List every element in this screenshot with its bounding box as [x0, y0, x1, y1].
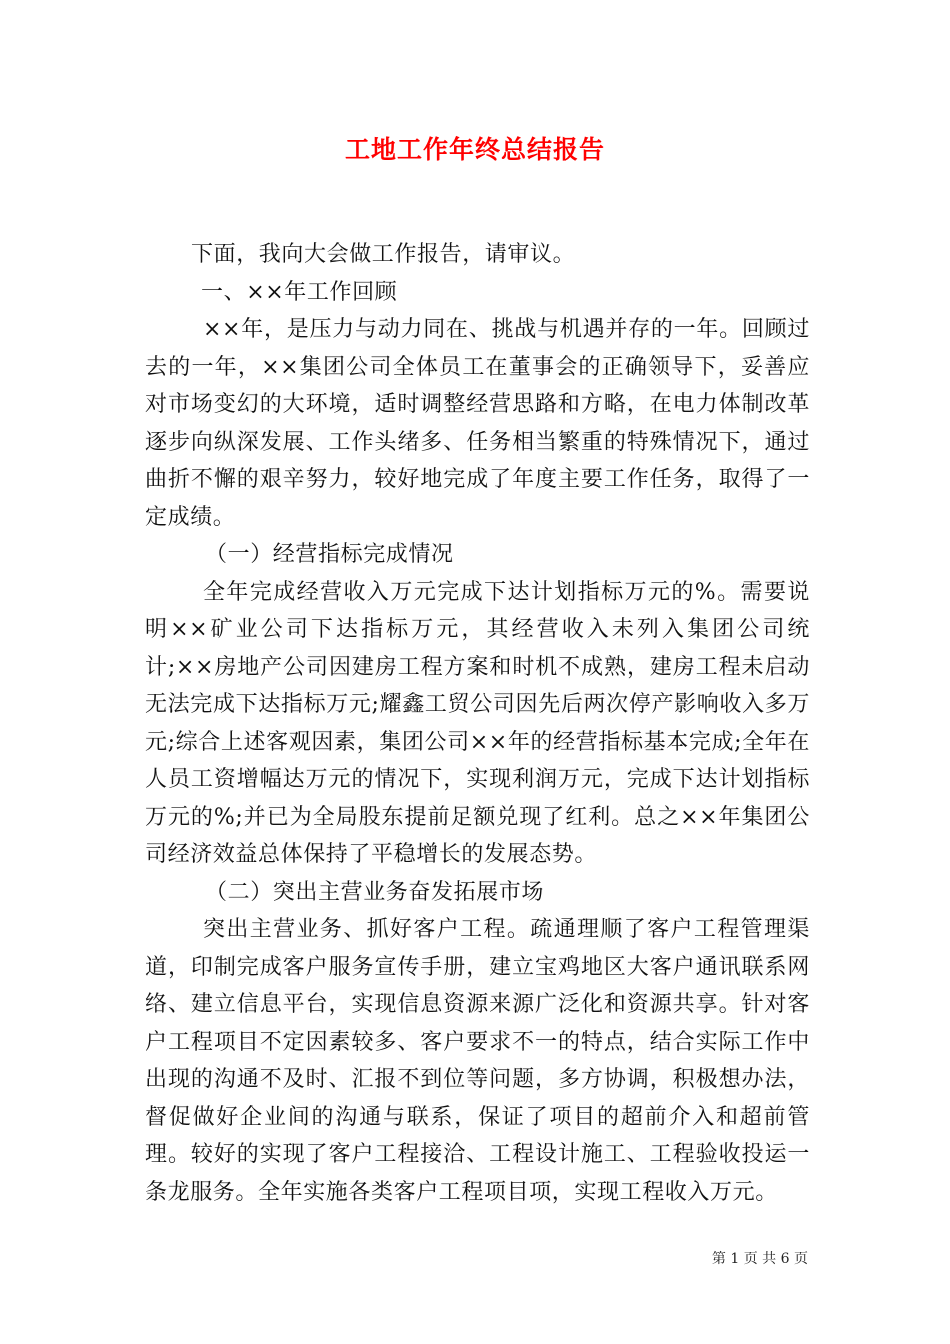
- document-title: 工地工作年终总结报告: [344, 135, 605, 164]
- main-business-paragraph: 突出主营业务、抓好客户工程。疏通理顺了客户工程管理渠道，印制完成客户服务宣传手册，建立宝鸡地区大客户通讯联系网络、建立信息平台，实现信息资源来源广泛化和资源共享。针对客户工程项目不定因素较多、客户要求不一的特点，结合实际工作中出现的沟通不及时、汇报不到位等问题，多方协调，积极想办法，督促做好企业间的沟通与联系，保证了项目的超前介入和超前管理。较好的实现了客户工程接洽、工程设计施工、工程验收投运一条龙服务。全年实施各类客户工程项目项，实现工程收入万元。: [145, 917, 810, 1205]
- intro-paragraph: 下面，我向大会做工作报告，请审议。: [191, 242, 576, 267]
- subheading-main-business: （二）突出主营业务奋发拓展市场: [205, 879, 545, 905]
- page-number-footer: 第 1 页 共 6 页: [711, 1251, 808, 1267]
- document-body: [145, 236, 810, 1211]
- subheading-indicators: （一）经营指标完成情况: [205, 542, 454, 567]
- indicators-paragraph: 全年完成经营收入万元完成下达计划指标万元的%。需要说明××矿业公司下达指标万元，其经营收入未列入集团公司统计;××房地产公司因建房工程方案和时机不成熟，建房工程未启动无法完成下达指标万元;耀鑫工贸公司因先后两次停产影响收入多万元;综合上述客观因素，集团公司××年的经营指标基本完成;全年在人员工资增幅达万元的情况下，实现利润万元，完成下达计划指标万元的%;并已为全局股东提前足额兑现了红利。总之××年集团公司经济效益总体保持了平稳增长的发展态势。: [145, 579, 810, 867]
- section-heading-review: 一、××年工作回顾: [201, 279, 398, 305]
- review-paragraph: ××年，是压力与动力同在、挑战与机遇并存的一年。回顾过去的一年，××集团公司全体员工在董事会的正确领导下，妥善应对市场变幻的大环境，适时调整经营思路和方略，在电力体制改革逐步向纵深发展、工作头绪多、任务相当繁重的特殊情况下，通过曲折不懈的艰辛努力，较好地完成了年度主要工作任务，取得了一定成绩。: [145, 317, 810, 530]
